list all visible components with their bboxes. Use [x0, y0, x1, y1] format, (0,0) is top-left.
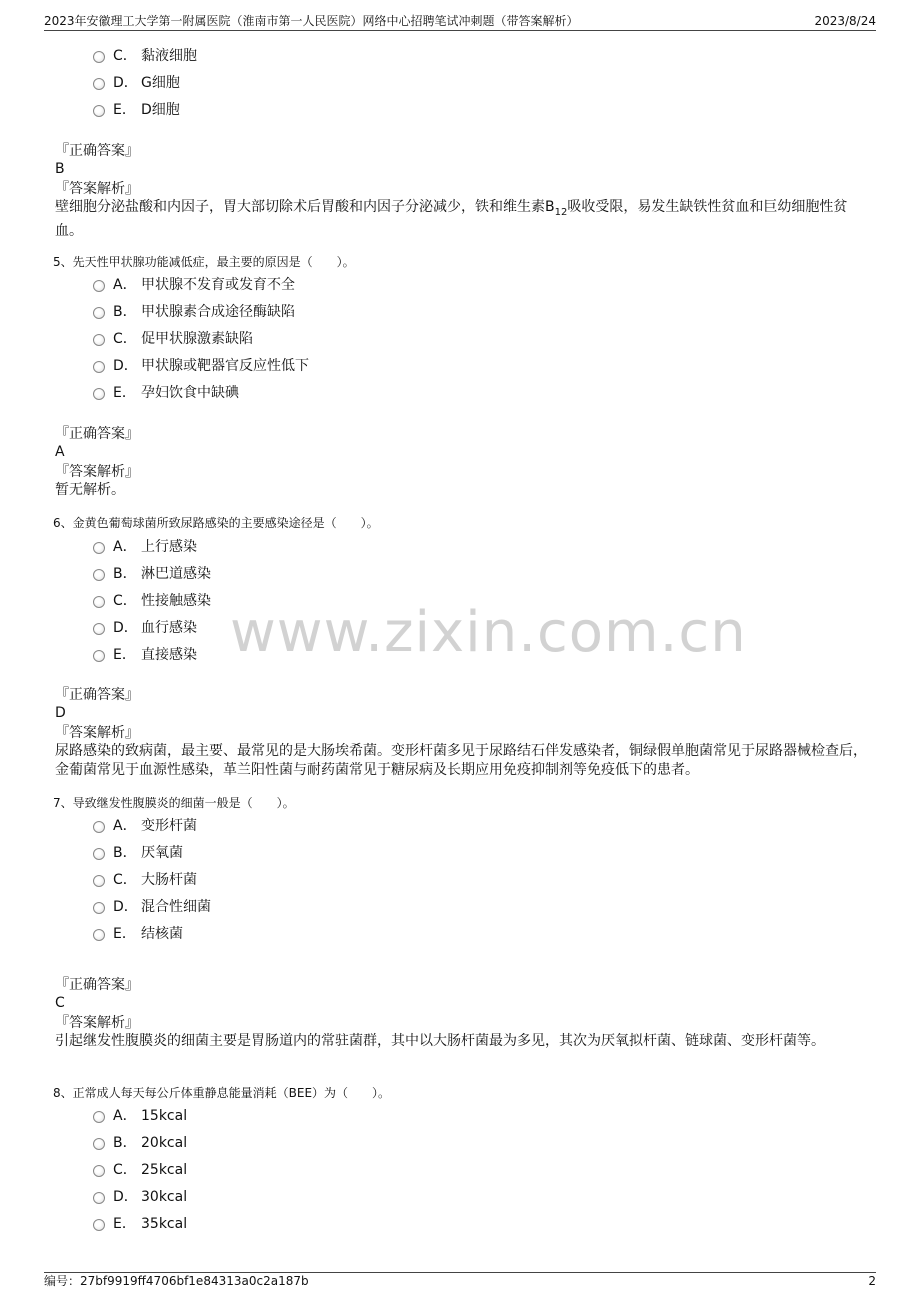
question-stem: 8、正常成人每天每公斤体重静息能量消耗（BEE）为（ ）。 — [53, 1086, 391, 1100]
correct-answer-label: 『正确答案』 — [55, 426, 139, 442]
question-stem: 7、导致继发性腹膜炎的细菌一般是（ ）。 — [53, 796, 295, 810]
page-header — [44, 12, 876, 31]
analysis-label: 『答案解析』 — [55, 1015, 139, 1031]
option-c[interactable]: C． 大肠杆菌 — [93, 870, 197, 890]
radio-icon[interactable] — [93, 280, 105, 292]
option-d[interactable]: D． 30kcal — [93, 1187, 187, 1207]
analysis-label: 『答案解析』 — [55, 725, 139, 741]
radio-icon[interactable] — [93, 875, 105, 887]
document-title: 2023年安徽理工大学第一附属医院（淮南市第一人民医院）网络中心招聘笔试冲刺题（带答案解析） — [44, 14, 579, 28]
radio-icon[interactable] — [93, 1192, 105, 1204]
correct-answer-label: 『正确答案』 — [55, 687, 139, 703]
option-d[interactable]: D． G细胞 — [93, 73, 180, 93]
radio-icon[interactable] — [93, 361, 105, 373]
radio-icon[interactable] — [93, 569, 105, 581]
radio-icon[interactable] — [93, 848, 105, 860]
radio-icon[interactable] — [93, 650, 105, 662]
watermark: www.zixin.com.cn — [230, 600, 747, 665]
option-d[interactable]: D． 血行感染 — [93, 618, 197, 638]
radio-icon[interactable] — [93, 307, 105, 319]
option-a[interactable]: A． 15kcal — [93, 1106, 187, 1126]
correct-answer-label: 『正确答案』 — [55, 977, 139, 993]
option-a[interactable]: A． 变形杆菌 — [93, 816, 197, 836]
option-e[interactable]: E． 直接感染 — [93, 645, 197, 665]
correct-answer: A — [55, 444, 65, 460]
option-e[interactable]: E． 孕妇饮食中缺碘 — [93, 383, 239, 403]
radio-icon[interactable] — [93, 542, 105, 554]
radio-icon[interactable] — [93, 1111, 105, 1123]
radio-icon[interactable] — [93, 902, 105, 914]
radio-icon[interactable] — [93, 623, 105, 635]
radio-icon[interactable] — [93, 105, 105, 117]
option-c[interactable]: C． 促甲状腺激素缺陷 — [93, 329, 253, 349]
option-b[interactable]: B． 甲状腺素合成途径酶缺陷 — [93, 302, 295, 322]
document-code: 编号：27bf9919ff4706bf1e84313a0c2a187b — [44, 1274, 309, 1288]
option-e[interactable]: E． 结核菌 — [93, 924, 183, 944]
page-footer — [44, 1272, 876, 1289]
analysis-text: 暂无解析。 — [55, 482, 125, 498]
correct-answer: D — [55, 705, 66, 721]
question-stem: 6、金黄色葡萄球菌所致尿路感染的主要感染途径是（ ）。 — [53, 516, 379, 530]
option-b[interactable]: B． 淋巴道感染 — [93, 564, 211, 584]
option-c[interactable]: C． 黏液细胞 — [93, 46, 197, 66]
document-date: 2023/8/24 — [814, 14, 876, 28]
radio-icon[interactable] — [93, 1165, 105, 1177]
analysis-label: 『答案解析』 — [55, 181, 139, 197]
correct-answer: B — [55, 161, 65, 177]
question-stem: 5、先天性甲状腺功能减低症，最主要的原因是（ ）。 — [53, 255, 355, 269]
option-e[interactable]: E． 35kcal — [93, 1214, 187, 1234]
analysis-text: 壁细胞分泌盐酸和内因子，胃大部切除术后胃酸和内因子分泌减少，铁和维生素$B_{12}$吸收受限，易发生缺铁性贫血和巨幼细胞性贫血。 — [55, 199, 848, 239]
option-b[interactable]: B． 20kcal — [93, 1133, 187, 1153]
radio-icon[interactable] — [93, 51, 105, 63]
option-a[interactable]: A． 甲状腺不发育或发育不全 — [93, 275, 295, 295]
analysis-text: 引起继发性腹膜炎的细菌主要是胃肠道内的常驻菌群，其中以大肠杆菌最为多见，其次为厌氧拟杆菌、链球菌、变形杆菌等。 — [55, 1033, 825, 1049]
analysis-text: 尿路感染的致病菌，最主要、最常见的是大肠埃希菌。变形杆菌多见于尿路结石伴发感染者，铜绿假单胞菌常见于尿路器械检查后，金葡菌常见于血源性感染，革兰阳性菌与耐药菌常见于糖尿病及长期应用免疫抑制剂等免疫低下的患者。 — [55, 743, 867, 778]
radio-icon[interactable] — [93, 929, 105, 941]
correct-answer-label: 『正确答案』 — [55, 143, 139, 159]
option-e[interactable]: E． D细胞 — [93, 100, 180, 120]
radio-icon[interactable] — [93, 821, 105, 833]
radio-icon[interactable] — [93, 388, 105, 400]
option-d[interactable]: D． 混合性细菌 — [93, 897, 211, 917]
radio-icon[interactable] — [93, 596, 105, 608]
option-c[interactable]: C． 性接触感染 — [93, 591, 211, 611]
option-b[interactable]: B． 厌氧菌 — [93, 843, 183, 863]
option-a[interactable]: A． 上行感染 — [93, 537, 197, 557]
option-c[interactable]: C． 25kcal — [93, 1160, 187, 1180]
radio-icon[interactable] — [93, 1138, 105, 1150]
radio-icon[interactable] — [93, 1219, 105, 1231]
radio-icon[interactable] — [93, 78, 105, 90]
analysis-label: 『答案解析』 — [55, 464, 139, 480]
option-d[interactable]: D． 甲状腺或靶器官反应性低下 — [93, 356, 309, 376]
page-number: 2 — [868, 1274, 876, 1288]
correct-answer: C — [55, 995, 65, 1011]
radio-icon[interactable] — [93, 334, 105, 346]
